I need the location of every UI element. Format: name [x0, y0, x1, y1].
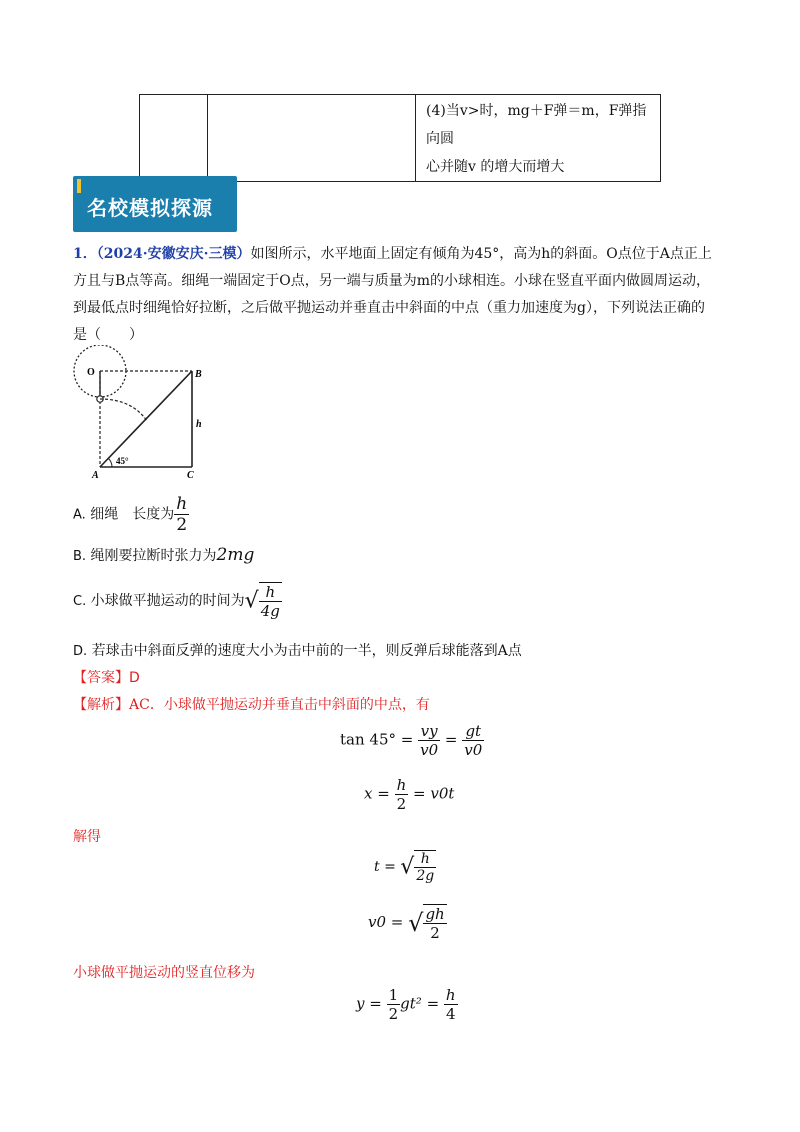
- top-table: [139, 94, 661, 182]
- question-figure: [70, 345, 210, 480]
- sqrt-icon: √: [408, 909, 424, 937]
- answer: [73, 667, 140, 687]
- option-a-letter: A.: [73, 507, 86, 523]
- option-c: [73, 582, 282, 620]
- option-a: [73, 494, 189, 535]
- equation-5: y = $\frac{1}{2}$ gt² = $\frac{h}{4}$: [356, 986, 456, 1023]
- section-title: 名校模拟探源: [87, 196, 213, 220]
- equation-3: t = √ $\frac{h}{2g}$: [374, 851, 435, 884]
- stem-line-2: 方且与B点等高。细绳一端固定于O点，另一端与质量为m的小球相连。小球在竖直平面内做圆周运动，: [73, 273, 711, 289]
- question-source: （2024·安徽安庆·三模）: [96, 246, 251, 262]
- option-d-letter: D.: [73, 644, 88, 659]
- solve-label: 解得: [73, 829, 101, 845]
- analysis-label: 【解析】: [73, 697, 129, 713]
- label-b: B: [195, 369, 202, 380]
- stem-line-3: 到最低点时细绳恰好拉断，之后做平抛运动并垂直击中斜面的中点（重力加速度为g），下列说法正确的: [73, 300, 705, 316]
- answer-value: D: [129, 670, 140, 686]
- option-c-text: 小球做平抛运动的时间为: [90, 593, 245, 609]
- option-b: [73, 545, 254, 565]
- analysis-intro-text: AC．小球做平抛运动并垂直击中斜面的中点，有: [129, 697, 430, 713]
- label-o: O: [87, 367, 95, 378]
- table-cell-empty-2: [208, 95, 416, 182]
- equation-4: v0 = √ $\frac{gh}{2}$: [368, 905, 445, 942]
- trajectory-curve: [100, 399, 147, 421]
- label-c: C: [187, 470, 194, 480]
- option-c-fraction: $\frac{h}{4g}$: [260, 583, 280, 620]
- option-d: [73, 640, 522, 660]
- label-h: h: [196, 419, 202, 430]
- option-a-fraction: $\frac{h}{2}$: [176, 494, 188, 535]
- question-stem: [73, 241, 733, 349]
- vertical-label: 小球做平抛运动的竖直位移为: [73, 965, 255, 981]
- table-text-line1: (4)当v>时，mg＋F弹＝m，F弹指向圆: [426, 103, 647, 147]
- label-angle: 45°: [116, 456, 129, 466]
- sqrt-icon: √: [244, 588, 259, 614]
- equation-1: tan 45° = $\frac{vy}{v0}$ = $\frac{gt}{v0}$: [340, 722, 483, 759]
- table-text-line2: 心并随v 的增大而增大: [426, 159, 565, 175]
- option-c-letter: C.: [73, 594, 87, 609]
- question-number: 1．: [73, 246, 97, 262]
- answer-label: 【答案】: [73, 670, 129, 686]
- option-b-expr: 2mg: [216, 545, 255, 565]
- angle-arc: [109, 459, 113, 468]
- table-cell-empty-1: [140, 95, 208, 182]
- option-b-letter: B.: [73, 549, 87, 564]
- option-a-text: 细绳 长度为: [90, 506, 175, 523]
- equation-2: x = $\frac{h}{2}$ = v0t: [364, 776, 455, 813]
- table-cell-text: [416, 95, 661, 182]
- option-b-text: 绳刚要拉断时张力为: [90, 548, 217, 564]
- incline-ab: [100, 371, 192, 467]
- option-d-text: 若球击中斜面反弹的速度大小为击中前的一半，则反弹后球能落到A点: [91, 643, 522, 659]
- stem-line-1: 如图所示，水平地面上固定有倾角为45°，高为h的斜面。O点位于A点正上: [250, 246, 712, 262]
- label-a: A: [92, 470, 99, 480]
- stem-line-4: 是（ ）: [73, 327, 143, 343]
- sqrt-icon: √: [400, 854, 415, 880]
- banner-accent: [77, 179, 81, 193]
- analysis-intro: [73, 694, 430, 714]
